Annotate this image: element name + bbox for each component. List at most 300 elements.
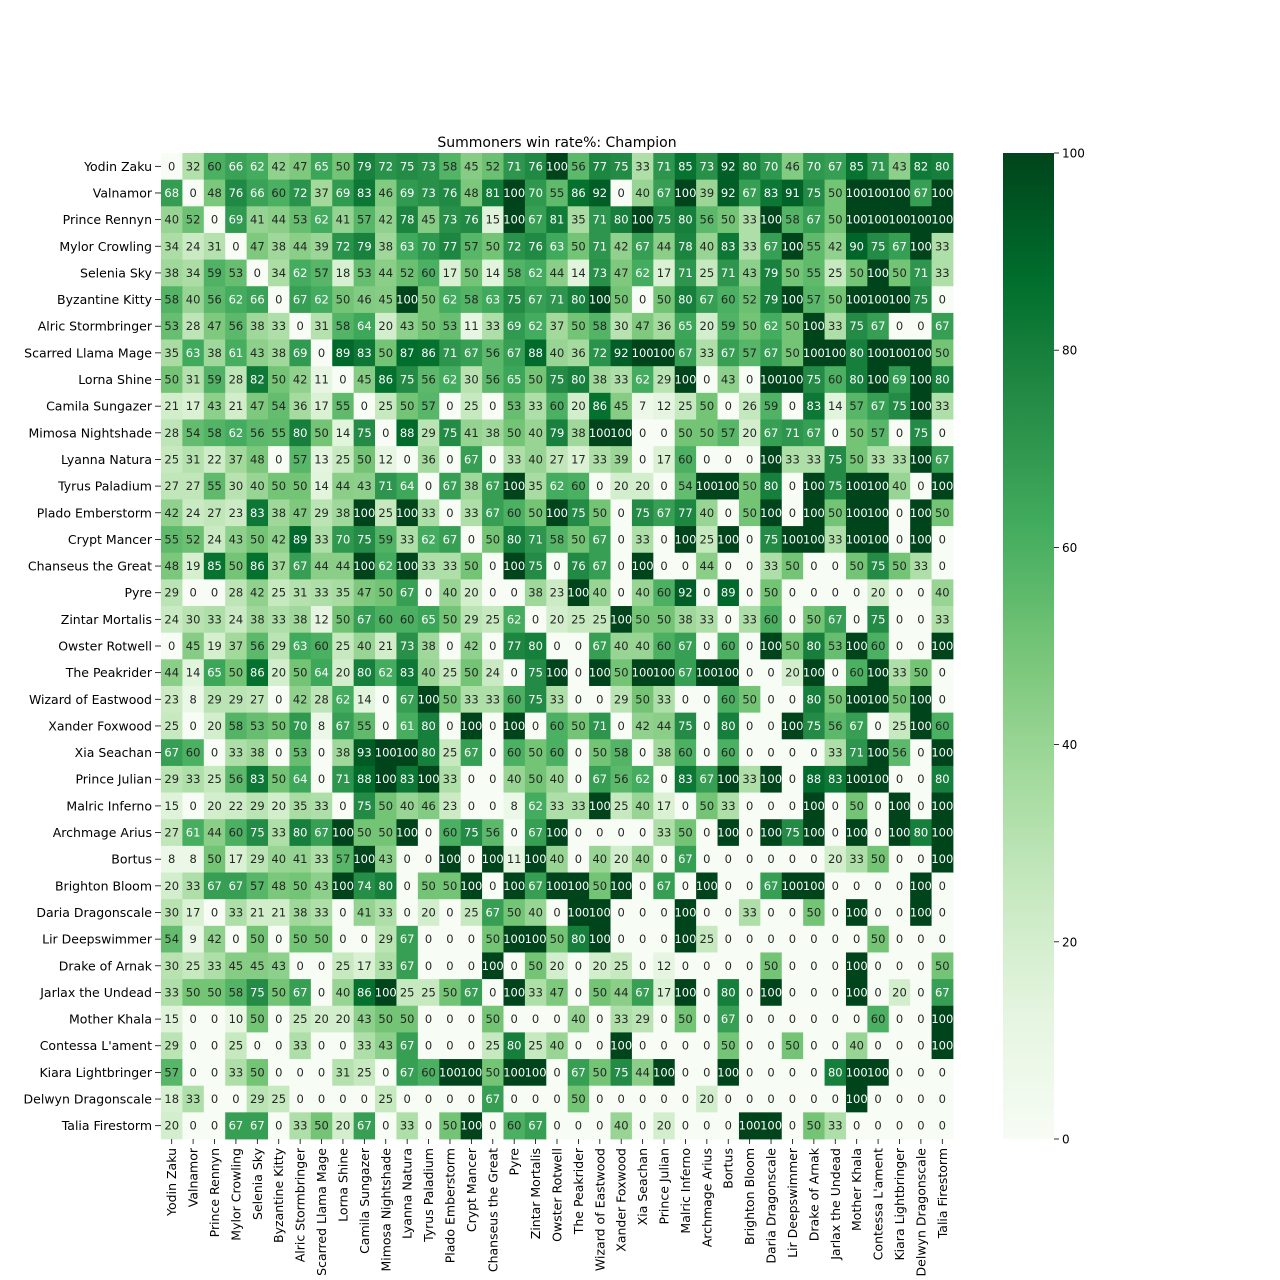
cell-value-label: 47 xyxy=(357,585,372,600)
cell-value-label: 100 xyxy=(760,1118,783,1133)
cell-value-label: 0 xyxy=(724,1118,732,1133)
cell-value-label: 50 xyxy=(870,932,886,947)
column-label: Owster Rotwell xyxy=(549,1148,565,1242)
cell-value-label: 50 xyxy=(592,878,608,893)
cell-value-label: 77 xyxy=(506,639,522,653)
cell-value-label: 62 xyxy=(378,665,394,680)
cell-value-label: 0 xyxy=(917,612,925,627)
cell-value-label: 60 xyxy=(506,505,522,520)
cell-value-label: 20 xyxy=(613,479,629,494)
cell-value-label: 67 xyxy=(827,612,843,627)
cell-value-label: 0 xyxy=(489,718,497,733)
cell-value-label: 50 xyxy=(571,718,586,733)
cell-value-label: 67 xyxy=(399,958,415,973)
cell-value-label: 50 xyxy=(250,932,265,947)
cell-value-label: 70 xyxy=(335,532,351,547)
cell-value-label: 25 xyxy=(421,985,436,1000)
cell-value-label: 0 xyxy=(895,852,904,867)
column-label: Valnamor xyxy=(185,1148,201,1208)
cell-value-label: 0 xyxy=(617,585,625,600)
cell-value-label: 15 xyxy=(485,212,501,227)
cell-value-label: 0 xyxy=(275,932,283,947)
cell-value-label: 50 xyxy=(678,825,693,840)
cell-value-label: 0 xyxy=(703,985,711,1000)
cell-value-label: 44 xyxy=(271,212,287,227)
cell-value-label: 67 xyxy=(763,239,779,254)
cell-value-label: 100 xyxy=(631,345,654,360)
cell-value-label: 50 xyxy=(571,239,586,254)
cell-value-label: 15 xyxy=(164,1012,180,1027)
cell-value-label: 50 xyxy=(292,932,308,947)
cell-value-label: 100 xyxy=(824,345,847,360)
cell-value-label: 0 xyxy=(831,905,839,920)
cell-value-label: 57 xyxy=(250,878,265,893)
cell-value-label: 0 xyxy=(424,479,433,494)
cell-value-label: 100 xyxy=(845,1065,868,1080)
cell-value-label: 0 xyxy=(853,1118,861,1133)
cell-value-label: 12 xyxy=(656,958,672,973)
cell-value-label: 20 xyxy=(314,1012,329,1027)
cell-value-label: 67 xyxy=(656,185,672,200)
cell-value-label: 0 xyxy=(189,1038,197,1053)
cell-value-label: 29 xyxy=(613,692,629,707)
cell-value-label: 40 xyxy=(613,639,629,653)
cell-value-label: 38 xyxy=(207,345,222,360)
cell-value-label: 0 xyxy=(874,1118,882,1133)
cell-value-label: 75 xyxy=(528,559,543,574)
cell-value-label: 60 xyxy=(506,745,522,760)
cell-value-label: 0 xyxy=(275,292,283,307)
cell-value-label: 67 xyxy=(934,985,950,1000)
cell-value-label: 33 xyxy=(613,372,629,387)
cell-value-label: 67 xyxy=(314,825,329,840)
cell-value-label: 0 xyxy=(467,532,476,547)
cell-value-label: 0 xyxy=(724,958,732,973)
cell-value-label: 50 xyxy=(549,932,565,947)
cell-value-label: 75 xyxy=(571,505,586,520)
cell-value-label: 33 xyxy=(228,1065,244,1080)
cell-value-label: 100 xyxy=(546,878,568,893)
cell-value-label: 0 xyxy=(917,585,925,600)
cell-value-label: 83 xyxy=(250,505,265,520)
cell-value-label: 50 xyxy=(335,612,351,627)
cell-value-label: 100 xyxy=(717,665,740,680)
cell-value-label: 25 xyxy=(678,399,693,414)
cell-value-label: 0 xyxy=(767,1065,775,1080)
colorbar-tick-label: 60 xyxy=(1062,540,1078,555)
cell-value-label: 33 xyxy=(806,452,822,467)
cell-value-label: 0 xyxy=(831,1012,839,1027)
cell-value-label: 0 xyxy=(831,1092,839,1107)
cell-value-label: 100 xyxy=(610,425,633,440)
cell-value-label: 0 xyxy=(531,612,540,627)
cell-value-label: 0 xyxy=(853,878,861,893)
cell-value-label: 100 xyxy=(653,1065,676,1080)
cell-value-label: 75 xyxy=(806,718,822,733)
cell-value-label: 33 xyxy=(571,798,586,813)
cell-value-label: 100 xyxy=(588,292,611,307)
cell-value-label: 0 xyxy=(917,798,925,813)
cell-value-label: 40 xyxy=(549,772,565,787)
cell-value-label: 0 xyxy=(574,1118,583,1133)
cell-value-label: 75 xyxy=(613,1065,629,1080)
cell-value-label: 100 xyxy=(867,345,890,360)
cell-value-label: 0 xyxy=(724,505,732,520)
cell-value-label: 100 xyxy=(717,772,740,787)
cell-value-label: 0 xyxy=(638,425,647,440)
cell-value-label: 62 xyxy=(528,265,543,280)
cell-value-label: 100 xyxy=(845,639,868,653)
cell-value-label: 100 xyxy=(845,958,868,973)
cell-value-label: 25 xyxy=(399,985,415,1000)
cell-value-label: 80 xyxy=(528,639,543,653)
cell-value-label: 0 xyxy=(917,319,925,334)
cell-value-label: 19 xyxy=(185,559,201,574)
cell-value-label: 80 xyxy=(292,425,308,440)
cell-value-label: 0 xyxy=(296,958,304,973)
cell-value-label: 0 xyxy=(510,825,518,840)
cell-value-label: 0 xyxy=(895,425,904,440)
cell-value-label: 66 xyxy=(250,292,265,307)
cell-value-label: 100 xyxy=(396,745,419,760)
cell-value-label: 0 xyxy=(874,985,882,1000)
cell-value-label: 0 xyxy=(210,212,219,227)
cell-value-label: 60 xyxy=(314,639,329,653)
cell-value-label: 0 xyxy=(724,878,732,893)
cell-value-label: 100 xyxy=(674,532,697,547)
cell-value-label: 50 xyxy=(442,985,458,1000)
cell-value-label: 77 xyxy=(592,159,608,174)
cell-value-label: 20 xyxy=(613,852,629,867)
cell-value-label: 0 xyxy=(467,1038,476,1053)
row-label: Wizard of Eastwood xyxy=(28,691,152,707)
cell-value-label: 100 xyxy=(503,479,526,494)
cell-value-label: 38 xyxy=(250,319,265,334)
cell-value-label: 56 xyxy=(485,345,501,360)
cell-value-label: 38 xyxy=(335,505,351,520)
cell-value-label: 33 xyxy=(271,825,287,840)
cell-value-label: 0 xyxy=(553,1092,561,1107)
cell-value-label: 33 xyxy=(870,452,886,467)
cell-value-label: 14 xyxy=(827,399,843,414)
cell-value-label: 100 xyxy=(867,479,890,494)
cell-value-label: 46 xyxy=(785,159,800,174)
cell-value-label: 100 xyxy=(438,1065,461,1080)
cell-value-label: 0 xyxy=(189,1118,197,1133)
cell-value-label: 0 xyxy=(574,639,583,653)
cell-value-label: 64 xyxy=(314,665,329,680)
cell-value-label: 0 xyxy=(489,878,497,893)
cell-value-label: 52 xyxy=(485,159,501,174)
cell-value-label: 45 xyxy=(421,212,436,227)
cell-value-label: 0 xyxy=(446,1092,454,1107)
cell-value-label: 100 xyxy=(567,905,590,920)
cell-value-label: 33 xyxy=(207,958,222,973)
cell-value-label: 91 xyxy=(785,185,800,200)
cell-value-label: 21 xyxy=(250,905,265,920)
column-label: Mimosa Nightshade xyxy=(378,1148,394,1272)
cell-value-label: 25 xyxy=(613,958,629,973)
cell-value-label: 67 xyxy=(678,665,693,680)
column-label: Alric Stormbringer xyxy=(292,1148,308,1263)
cell-value-label: 0 xyxy=(403,878,411,893)
cell-value-label: 0 xyxy=(424,852,433,867)
cell-value-label: 28 xyxy=(164,425,180,440)
cell-value-label: 40 xyxy=(528,452,543,467)
cell-value-label: 100 xyxy=(781,292,804,307)
cell-value-label: 40 xyxy=(571,1012,586,1027)
cell-value-label: 43 xyxy=(207,399,222,414)
cell-value-label: 82 xyxy=(913,159,929,174)
cell-value-label: 100 xyxy=(396,559,419,574)
cell-value-label: 0 xyxy=(638,1092,647,1107)
cell-value-label: 40 xyxy=(592,585,608,600)
cell-value-label: 43 xyxy=(228,532,244,547)
cell-value-label: 33 xyxy=(421,559,436,574)
cell-value-label: 83 xyxy=(357,185,372,200)
cell-value-label: 60 xyxy=(549,745,565,760)
cell-value-label: 67 xyxy=(485,479,501,494)
cell-value-label: 0 xyxy=(210,585,219,600)
cell-value-label: 0 xyxy=(853,932,861,947)
cell-value-label: 45 xyxy=(228,958,244,973)
cell-value-label: 75 xyxy=(357,798,372,813)
cell-value-label: 41 xyxy=(335,212,351,227)
cell-value-label: 100 xyxy=(588,425,611,440)
cell-value-label: 75 xyxy=(528,665,543,680)
cell-value-label: 67 xyxy=(228,1118,244,1133)
cell-value-label: 50 xyxy=(827,292,843,307)
cell-value-label: 0 xyxy=(767,718,775,733)
cell-value-label: 0 xyxy=(574,745,583,760)
cell-value-label: 21 xyxy=(164,399,180,414)
cell-value-label: 27 xyxy=(549,452,565,467)
cell-value-label: 36 xyxy=(656,319,672,334)
cell-value-label: 0 xyxy=(788,505,797,520)
cell-value-label: 50 xyxy=(228,559,244,574)
cell-value-label: 8 xyxy=(317,718,326,733)
cell-value-label: 0 xyxy=(938,559,946,574)
cell-value-label: 86 xyxy=(571,185,586,200)
cell-value-label: 43 xyxy=(742,265,757,280)
cell-value-label: 0 xyxy=(831,932,839,947)
cell-value-label: 25 xyxy=(207,772,222,787)
cell-value-label: 38 xyxy=(656,745,672,760)
cell-value-label: 42 xyxy=(292,372,308,387)
cell-value-label: 73 xyxy=(442,212,458,227)
cell-value-label: 75 xyxy=(806,372,822,387)
cell-value-label: 29 xyxy=(207,692,222,707)
cell-value-label: 50 xyxy=(892,265,907,280)
cell-value-label: 50 xyxy=(742,319,757,334)
cell-value-label: 54 xyxy=(678,479,693,494)
cell-value-label: 30 xyxy=(228,479,244,494)
cell-value-label: 33 xyxy=(399,532,415,547)
cell-value-label: 0 xyxy=(617,1092,625,1107)
cell-value-label: 100 xyxy=(610,612,633,627)
cell-value-label: 100 xyxy=(867,505,890,520)
cell-value-label: 42 xyxy=(250,585,265,600)
cell-value-label: 67 xyxy=(207,878,222,893)
cell-value-label: 60 xyxy=(185,745,201,760)
cell-value-label: 56 xyxy=(892,745,907,760)
cell-value-label: 100 xyxy=(588,932,611,947)
cell-value-label: 25 xyxy=(292,1012,308,1027)
cell-value-label: 56 xyxy=(827,718,843,733)
cell-value-label: 21 xyxy=(228,399,244,414)
cell-value-label: 0 xyxy=(917,1092,925,1107)
cell-value-label: 0 xyxy=(424,1038,433,1053)
cell-value-label: 83 xyxy=(399,772,415,787)
cell-value-label: 33 xyxy=(934,239,950,254)
cell-value-label: 100 xyxy=(760,639,783,653)
cell-value-label: 71 xyxy=(913,265,929,280)
cell-value-label: 60 xyxy=(442,825,458,840)
cell-value-label: 100 xyxy=(760,772,783,787)
cell-value-label: 33 xyxy=(528,985,543,1000)
cell-value-label: 33 xyxy=(292,1038,308,1053)
cell-value-label: 0 xyxy=(831,878,839,893)
cell-value-label: 0 xyxy=(638,878,647,893)
cell-value-label: 33 xyxy=(635,532,650,547)
cell-value-label: 33 xyxy=(207,612,222,627)
cell-value-label: 73 xyxy=(699,159,715,174)
cell-value-label: 33 xyxy=(378,958,394,973)
cell-value-label: 83 xyxy=(763,185,779,200)
cell-value-label: 92 xyxy=(678,585,693,600)
cell-value-label: 100 xyxy=(867,372,890,387)
cell-value-label: 0 xyxy=(724,905,732,920)
cell-value-label: 45 xyxy=(613,399,629,414)
cell-value-label: 79 xyxy=(357,159,372,174)
cell-value-label: 17 xyxy=(314,399,329,414)
cell-value-label: 62 xyxy=(763,319,779,334)
cell-value-label: 100 xyxy=(417,772,440,787)
cell-value-label: 92 xyxy=(720,159,736,174)
cell-value-label: 100 xyxy=(845,479,868,494)
cell-value-label: 0 xyxy=(210,1092,219,1107)
cell-value-label: 0 xyxy=(767,932,775,947)
cell-value-label: 29 xyxy=(164,1038,180,1053)
cell-value-label: 0 xyxy=(489,798,497,813)
cell-value-label: 100 xyxy=(909,878,932,893)
cell-value-label: 62 xyxy=(228,425,244,440)
cell-value-label: 67 xyxy=(678,345,693,360)
cell-value-label: 80 xyxy=(292,825,308,840)
cell-value-label: 58 xyxy=(228,718,244,733)
cell-value-label: 33 xyxy=(185,1092,201,1107)
cell-value-label: 33 xyxy=(228,745,244,760)
cell-value-label: 83 xyxy=(250,772,265,787)
cell-value-label: 0 xyxy=(788,798,797,813)
cell-value-label: 67 xyxy=(506,345,522,360)
cell-value-label: 72 xyxy=(506,239,522,254)
cell-value-label: 100 xyxy=(353,852,376,867)
cell-value-label: 50 xyxy=(442,612,458,627)
cell-value-label: 47 xyxy=(250,239,265,254)
cell-value-label: 0 xyxy=(681,958,690,973)
cell-value-label: 33 xyxy=(549,798,565,813)
cell-value-label: 0 xyxy=(317,1092,326,1107)
cell-value-label: 33 xyxy=(378,905,394,920)
cell-value-label: 82 xyxy=(250,372,265,387)
cell-value-label: 20 xyxy=(699,319,715,334)
row-label: Pyre xyxy=(124,585,152,601)
cell-value-label: 0 xyxy=(467,852,476,867)
cell-value-label: 100 xyxy=(396,825,419,840)
cell-value-label: 100 xyxy=(802,878,825,893)
cell-value-label: 8 xyxy=(510,798,518,813)
cell-value-label: 80 xyxy=(506,532,522,547)
colorbar-tick-label: 40 xyxy=(1062,738,1078,753)
cell-value-label: 23 xyxy=(164,692,180,707)
cell-value-label: 0 xyxy=(917,932,925,947)
cell-value-label: 0 xyxy=(275,1118,283,1133)
cell-value-label: 0 xyxy=(638,452,647,467)
cell-value-label: 0 xyxy=(810,585,818,600)
cell-value-label: 80 xyxy=(571,292,586,307)
cell-value-label: 39 xyxy=(314,239,329,254)
cell-value-label: 50 xyxy=(207,852,222,867)
cell-value-label: 0 xyxy=(638,825,647,840)
cell-value-label: 0 xyxy=(403,1092,411,1107)
cell-value-label: 0 xyxy=(467,1092,476,1107)
cell-value-label: 80 xyxy=(720,985,736,1000)
cell-value-label: 100 xyxy=(867,265,890,280)
cell-value-label: 0 xyxy=(938,932,946,947)
cell-value-label: 67 xyxy=(678,852,693,867)
cell-value-label: 53 xyxy=(442,319,458,334)
cell-value-label: 0 xyxy=(745,745,754,760)
cell-value-label: 80 xyxy=(571,372,586,387)
cell-value-label: 48 xyxy=(250,452,265,467)
cell-value-label: 43 xyxy=(892,159,907,174)
cell-value-label: 33 xyxy=(399,1118,415,1133)
cell-value-label: 20 xyxy=(635,479,650,494)
cell-value-label: 0 xyxy=(703,585,711,600)
cell-value-label: 33 xyxy=(742,905,757,920)
cell-value-label: 73 xyxy=(592,265,608,280)
cell-value-label: 0 xyxy=(253,1038,261,1053)
cell-value-label: 59 xyxy=(207,372,222,387)
cell-value-label: 74 xyxy=(357,878,372,893)
cell-value-label: 48 xyxy=(207,185,222,200)
cell-value-label: 100 xyxy=(781,718,804,733)
cell-value-label: 62 xyxy=(549,479,565,494)
cell-value-label: 100 xyxy=(503,985,526,1000)
cell-value-label: 73 xyxy=(421,159,436,174)
cell-value-label: 50 xyxy=(335,292,351,307)
cell-value-label: 57 xyxy=(357,212,372,227)
cell-value-label: 80 xyxy=(421,718,436,733)
cell-value-label: 50 xyxy=(528,505,543,520)
cell-value-label: 0 xyxy=(874,825,882,840)
cell-value-label: 44 xyxy=(207,825,222,840)
cell-value-label: 76 xyxy=(228,185,244,200)
cell-value-label: 20 xyxy=(207,718,222,733)
cell-value-label: 67 xyxy=(442,532,458,547)
cell-value-label: 33 xyxy=(464,505,479,520)
cell-value-label: 100 xyxy=(653,665,676,680)
cell-value-label: 61 xyxy=(399,718,415,733)
cell-value-label: 50 xyxy=(742,505,757,520)
cell-value-label: 100 xyxy=(588,905,611,920)
cell-value-label: 100 xyxy=(695,878,718,893)
cell-value-label: 0 xyxy=(168,159,176,174)
cell-value-label: 0 xyxy=(467,772,476,787)
cell-value-label: 44 xyxy=(549,265,565,280)
cell-value-label: 24 xyxy=(485,665,501,680)
